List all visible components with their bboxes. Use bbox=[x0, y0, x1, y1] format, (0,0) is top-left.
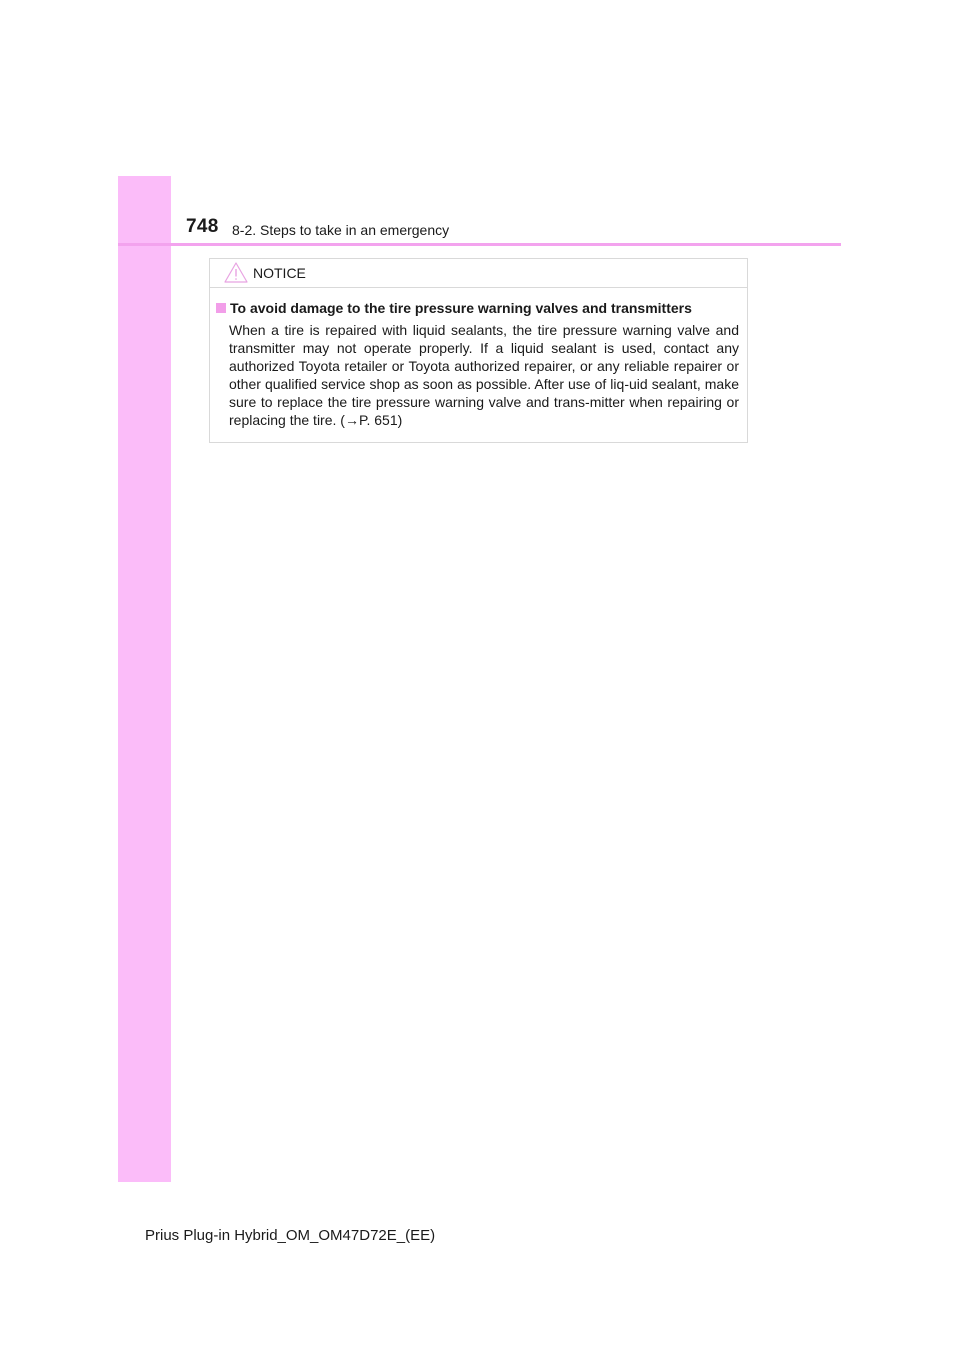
section-title: 8-2. Steps to take in an emergency bbox=[232, 222, 450, 238]
page-number: 748 bbox=[186, 216, 219, 237]
header-rule bbox=[118, 243, 841, 246]
warning-triangle-icon bbox=[224, 262, 248, 283]
square-bullet-icon bbox=[216, 303, 226, 313]
footer-manual-id: Prius Plug-in Hybrid_OM_OM47D72E_(EE) bbox=[145, 1227, 436, 1244]
notice-header bbox=[210, 259, 747, 288]
sidebar-band bbox=[118, 176, 171, 1182]
notice-heading: To avoid damage to the tire pressure warning valves and transmitters bbox=[230, 300, 692, 316]
notice-body: When a tire is repaired with liquid sealants, the tire pressure warning valve and transmitter may not operate properly. If a liquid sealant is used, contact any authorized Toyota retailer or Toyota authorized repairer, or any reliable repairer or other qualified service shop as soon as possible. After use of liq-uid sealant, make sure to replace the tire pressure warning valve and trans-mitter when repairing or replacing the tire. (→P. 651) bbox=[229, 322, 739, 428]
notice-label: NOTICE bbox=[253, 265, 306, 281]
notice-box bbox=[209, 258, 748, 443]
